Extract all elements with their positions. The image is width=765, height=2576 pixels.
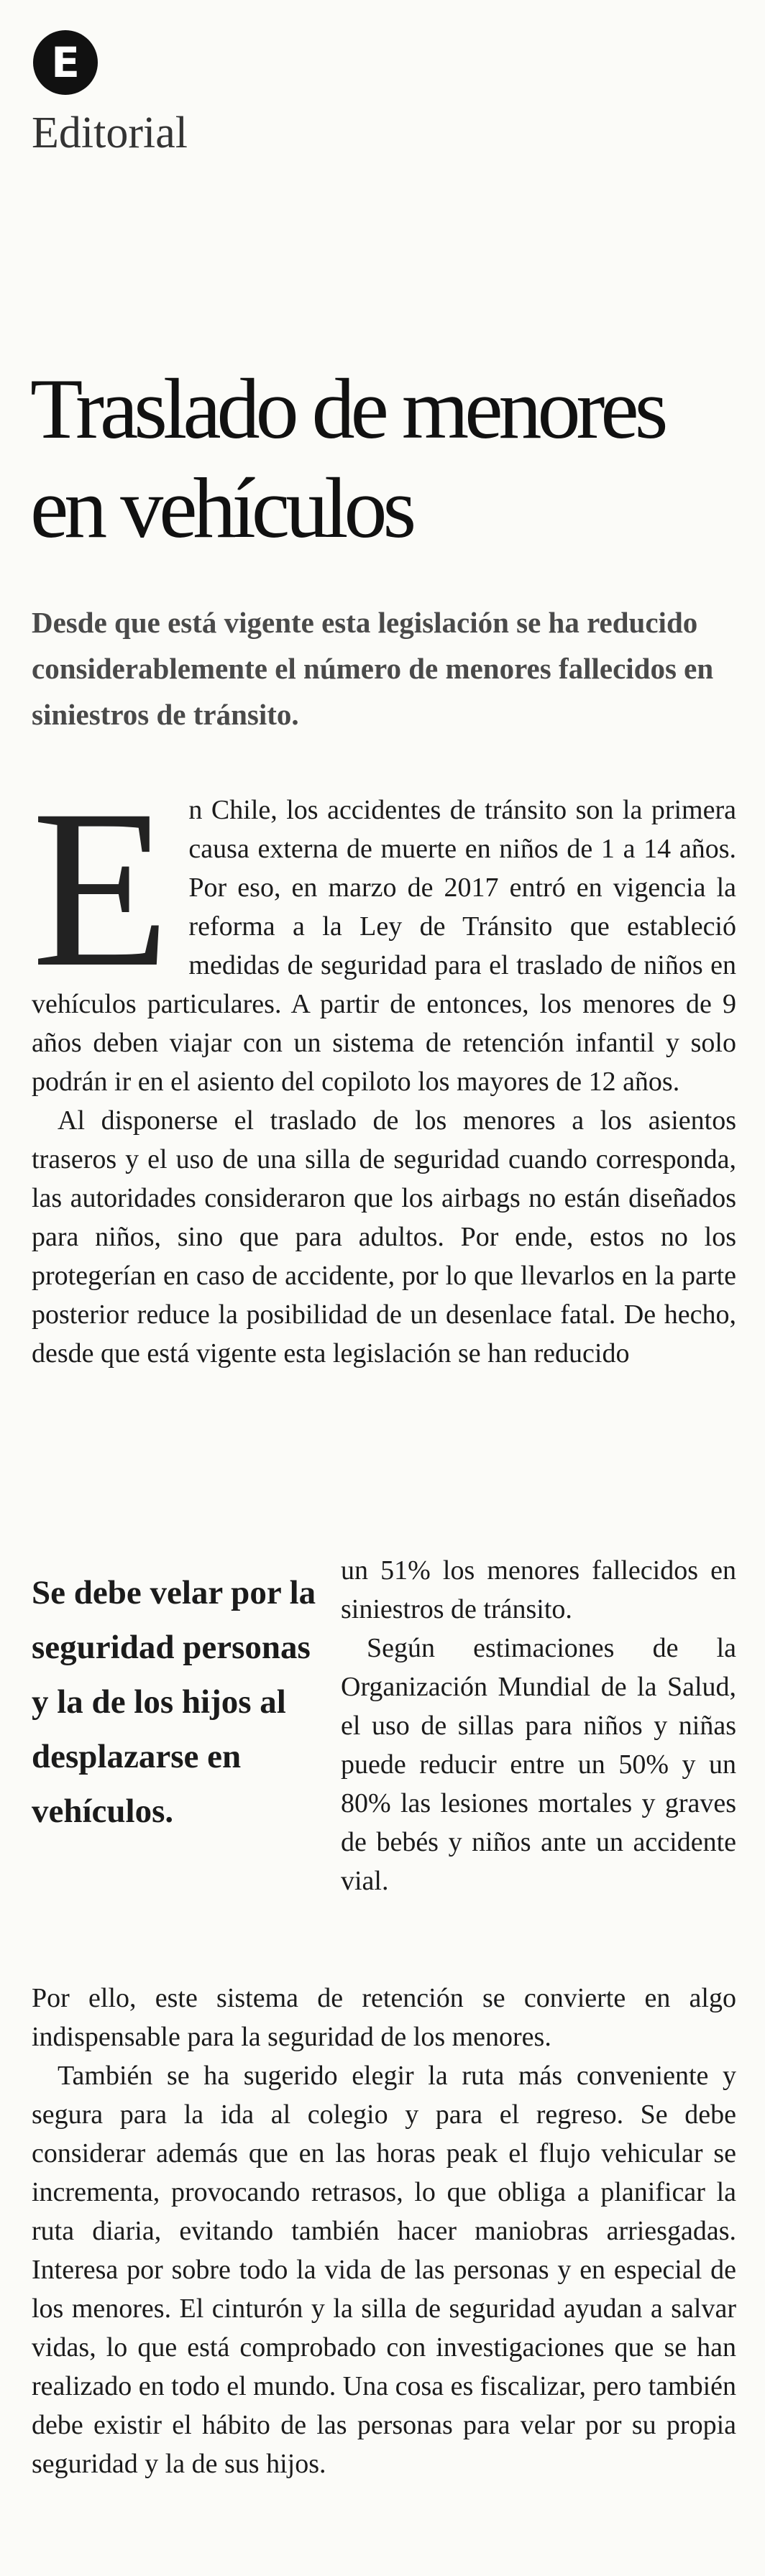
drop-cap: E — [32, 763, 170, 1014]
body-column-bottom — [32, 1979, 736, 2483]
section-label: Editorial — [32, 109, 188, 157]
paragraph-2-continuation: un 51% los menores fallecidos en siniestros de tránsito. — [341, 1555, 736, 1624]
paragraph-1: n Chile, los accidentes de tránsito son la primera causa externa de muerte en niños de 1 a 14 años. Por eso, en marzo de 2017 entró en vigencia la reforma a la Ley de Tránsito que estableció medidas de seguridad para el traslado de niños en vehículos particulares. A partir de entonces, los menores de 9 años deben viajar con un sistema de retención infantil y solo podrán ir en el asiento del copiloto los mayores de 12 años. — [32, 795, 736, 1097]
headline-line-1: Traslado de menores — [30, 361, 664, 456]
body-column-top — [32, 763, 736, 1373]
paragraph-3-continuation: Por ello, este sistema de retención se convierte en algo indispensable para la seguridad de los menores. — [32, 1983, 736, 2052]
headline-line-2: en vehículos — [30, 460, 413, 556]
article-headline — [30, 359, 742, 558]
paragraph-4: También se ha sugerido elegir la ruta más conveniente y segura para la ida al colegio y para el regreso. Se debe considerar además que en las horas peak el flujo vehicular se incrementa, provocando retrasos, lo que obliga a planificar la ruta diaria, evitando también hacer maniobras arriesgadas. Interesa por sobre todo la vida de las personas y en especial de los menores. El cinturón y la silla de seguridad ayudan a salvar vidas, lo que está comprobado con investigaciones que se han realizado en todo el mundo. Una cosa es fiscalizar, pero también debe existir el hábito de las personas para velar por su propia seguridad y la de sus hijos. — [32, 2061, 736, 2479]
pull-quote: Se debe velar por la seguridad personas y la de los hijos al desplazarse en vehículos. — [32, 1574, 316, 1830]
paragraph-3: Según estimaciones de la Organización Mundial de la Salud, el uso de sillas para niños y niñas puede reducir entre un 50% y un 80% las lesiones mortales y graves de bebés y niños ante un accidente vial. — [341, 1633, 736, 1896]
paragraph-2: Al disponerse el traslado de los menores a los asientos traseros y el uso de una silla de seguridad cuando corresponda, las autoridades consideraron que los airbags no están diseñados para niños, sino que para adultos. Por ende, estos no los protegerían en caso de accidente, por lo que llevarlos en la parte posterior reduce la posibilidad de un desenlace fatal. De hecho, desde que está vigente esta legislación se han reducido — [32, 1105, 736, 1368]
article-lead: Desde que está vigente esta legislación se ha reducido considerablemente el número de menores fallecidos en siniestros de tránsito. — [32, 606, 714, 731]
section-badge: E — [33, 30, 98, 95]
body-column-side — [341, 1551, 736, 1900]
